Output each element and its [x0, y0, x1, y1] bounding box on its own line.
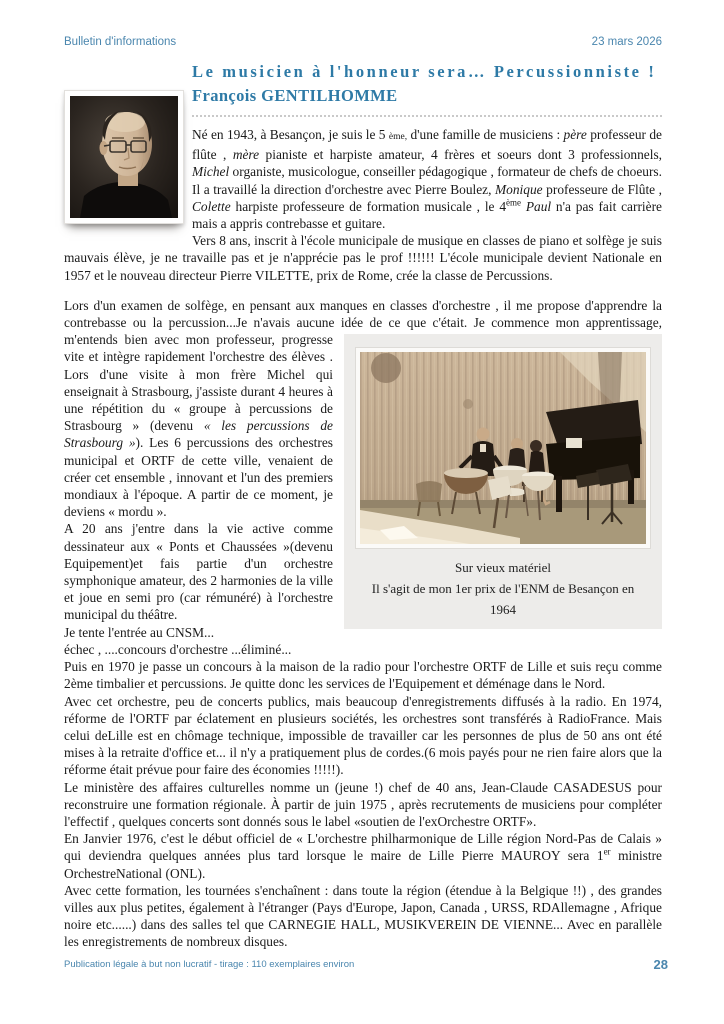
photo-figure — [344, 334, 662, 629]
caption-line-2: Il s'agit de mon 1er prix de l'ENM de Besançon en — [371, 581, 635, 597]
paragraph-2: Vers 8 ans, inscrit à l'école municipale de musique en classes de piano et solfège je suis mauvais élève, je ne travaille pas et je n'apprécie pas le prof !!!!!! L'école municipale devient Nationale en 1957 et le nouveau directeur Pierre VILETTE, prix de Rome, crée la classe de Percussions. — [64, 233, 662, 283]
date-label: 23 mars 2026 — [591, 36, 662, 48]
legal-notice: Publication légale à but non lucratif - tirage : 110 exemplaires environ — [64, 959, 355, 970]
portrait-frame — [64, 90, 184, 224]
stage-photo-frame — [355, 347, 651, 549]
bulletin-label: Bulletin d'informations — [64, 36, 177, 48]
photo-caption — [355, 557, 651, 620]
paragraph-1: Né en 1943, à Besançon, je suis le 5 ème, d'une famille de musiciens : père professeur de flûte , mère pianiste et harpiste amateur, 4 frères et soeurs dont 3 professionnels, Michel organiste, musicologue, conseiller pédagogique , formateur de chefs de choeurs. Il a travaillé la direction d'orchestre avec Pierre Boulez, Monique professeure de Flûte , Colette harpiste professeure de formation musicale , le 4ème Paul n'a pas fait carrière mais a appris contrebasse et guitare. — [192, 127, 662, 232]
title-line-1: Le musicien à l'honneur sera… Percussionniste ! — [192, 62, 657, 81]
paragraph-4: A 20 ans j'entre dans la vie active comme dessinateur aux « Ponts et Chaussées »(devenu Equipement)et fais partie d'un orchestre symphonique amateur, des 2 harmonies de la ville et joue en semi pro (car rémunéré) à l'orchestre municipal du théâtre. — [64, 521, 333, 623]
paragraph-3: Lors d'un examen de solfège, en pensant aux manques en classes d'orchestre , il me propose d'apprendre la contrebasse ou la percussion...Je n'avais aucune idée de ce que c'était. Je commence mon Sur vieux matériel Il s'agit de mon 1er prix de l'ENM de Besançon en 1964 apprentissage, m'entends bien avec mon professeur, progresse vite et intègre rapidement l'orchestre des élèves . Lors d'une visite à mon frère Michel qui enseignait à Strasbourg, j'assiste durant 4 heures à une répétition du « groupe à percussions de Strasbourg » (devenu « les percussions de Strasbourg »). Les 6 percussions des orchestres municipal et ORTF de cette ville, venaient de créer cet ensemble , innovant et l'un des premiers mondiaux à l'époque. A partir de ce moment, je deviens « mordu ». — [64, 297, 662, 521]
page-footer — [64, 957, 668, 972]
paragraph-9: Le ministère des affaires culturelles nomme un (jeune !) chef de 40 ans, Jean-Claude CASADESUS pour reconstruire une formation régionale. À partir de juin 1975 , après recrutements de musiciens pour compléter l'effectif , quelques concerts sont donnés sous le label «soutien de l'exOrchestre ORTF». — [64, 779, 662, 829]
portrait-photo — [64, 90, 186, 224]
paragraph-11: Avec cette formation, les tournées s'enchaînent : dans toute la région (étendue à la Belgique !!) , des grandes villes aux plus petites, également à l'étranger (Pays d'Europe, Japon, Canada , URSS, RDAllemagne , Afrique noire etc......) dans des salles tel que CARNEGIE HALL, MUSIKVEREIN DE VIENNE... Avec en parallèle les enregistrements de nombreux disques. — [64, 882, 662, 950]
caption-line-3: 1964 — [490, 602, 516, 618]
paragraph-7: Puis en 1970 je passe un concours à la maison de la radio pour l'orchestre ORTF de Lille et suis reçu comme 2ème timbalier et percussions. Je quitte donc les services de l'Equipement et déménage dans le Nord. — [64, 659, 662, 692]
article — [64, 54, 662, 951]
portrait-image — [70, 96, 178, 218]
paragraph-6: échec , ....concours d'orchestre ...éliminé... — [64, 641, 292, 657]
caption-line-1: Sur vieux matériel — [454, 560, 552, 576]
paragraph-8: Avec cet orchestre, peu de concerts publics, mais beaucoup d'enregistrements diffusés à la radio. En 1974, réforme de l'ORTF par éclatement en plusieurs sociétés, les orchestres sont transférés à RadioFrance. Mais celui deLille est en chômage technique, impossible de travailler car les personnes de plus de 50 ans ont été mises à la retraite d'office et... il n'y a pratiquement plus de cordes.(6 mois payés pour ne rien faire alors que la réforme était prévue pour faire des économies !!!!!). — [64, 693, 662, 778]
paragraph-10: En Janvier 1976, c'est le début officiel de « L'orchestre philharmonique de Lille région Nord-Pas de Calais » qui deviendra quelques années plus tard lorsque le maire de Lille Pierre MAUROY sera 1er ministre OrchestreNational (ONL). — [64, 831, 663, 881]
page-number: 28 — [653, 957, 668, 972]
dotted-divider — [192, 115, 662, 117]
stage-photo-image — [360, 352, 646, 544]
title-line-2: François GENTILHOMME — [192, 86, 398, 105]
page-header — [64, 36, 662, 48]
paragraph-5: Je tente l'entrée au CNSM... — [64, 624, 215, 640]
